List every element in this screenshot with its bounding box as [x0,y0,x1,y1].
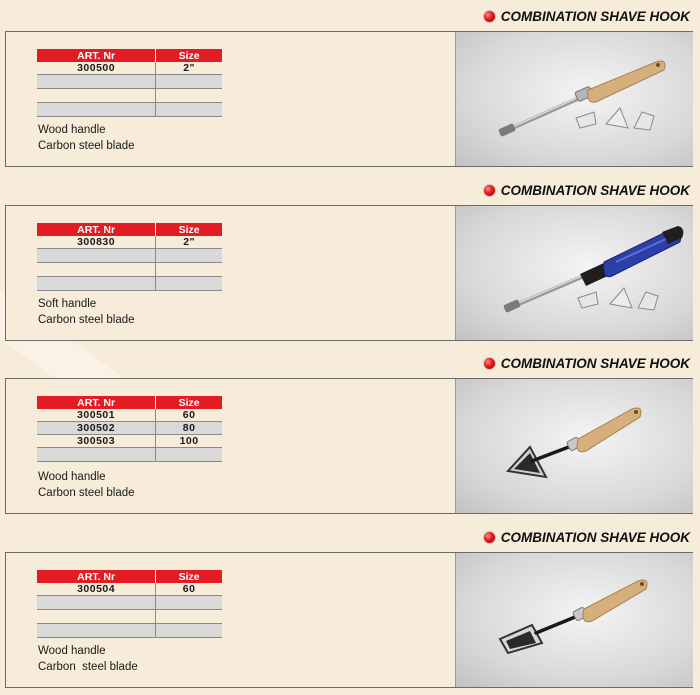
description-line-handle: Wood handle [38,471,106,483]
cell-size: 60 [156,409,222,422]
description-line-handle: Soft handle [38,298,97,310]
cell-size [156,103,222,117]
cell-art-nr [37,103,156,117]
cell-size [156,263,222,277]
header-size: Size [156,49,222,62]
product-panel [5,31,693,167]
description-line-blade: Carbon steel blade [38,487,135,499]
table-header-row [37,396,222,409]
header-art-nr: ART. Nr [37,223,156,236]
section-title-text: COMBINATION SHAVE HOOK [500,529,690,545]
description-line-blade: Carbon steel blade [38,314,135,326]
product-description [38,643,138,675]
cell-size [156,89,222,103]
cell-size: 2" [156,236,222,249]
cell-art-nr [37,596,156,610]
table-row [37,277,222,291]
header-size: Size [156,396,222,409]
table-row [37,89,222,103]
section-title-text: COMBINATION SHAVE HOOK [500,182,690,198]
table-row [37,624,222,638]
product-photo [455,553,693,687]
cell-art-nr: 300501 [37,409,156,422]
product-photo [455,206,693,340]
header-art-nr: ART. Nr [37,570,156,583]
section-title-text: COMBINATION SHAVE HOOK [500,355,690,371]
cell-size: 60 [156,583,222,596]
cell-size: 80 [156,422,222,435]
cell-art-nr [37,263,156,277]
table-row [37,596,222,610]
table-header-row [37,223,222,236]
section-title [484,353,690,373]
product-section-4 [0,521,700,695]
cell-size [156,277,222,291]
shave-hook-wood-handle-illustration [456,32,693,166]
product-description [38,469,135,501]
cell-art-nr [37,89,156,103]
section-title [484,6,690,26]
cell-art-nr: 300504 [37,583,156,596]
product-section-2 [0,174,700,348]
table-row [37,236,222,249]
scraper-shave-hook-illustration [456,553,693,687]
product-panel [5,378,693,514]
spec-table [37,49,222,117]
description-line-blade: Carbon steel blade [38,661,138,673]
table-row [37,75,222,89]
table-row [37,448,222,462]
table-header-row [37,570,222,583]
cell-art-nr [37,624,156,638]
cell-size: 100 [156,435,222,448]
product-description [38,296,135,328]
red-bullet-icon [484,358,495,369]
table-row [37,422,222,435]
table-row [37,103,222,117]
spec-table [37,223,222,291]
description-line-handle: Wood handle [38,645,106,657]
product-photo [455,379,693,513]
spec-table [37,570,222,638]
table-row [37,610,222,624]
cell-art-nr: 300500 [37,62,156,75]
product-description [38,122,135,154]
header-art-nr: ART. Nr [37,396,156,409]
cell-art-nr [37,75,156,89]
cell-size [156,448,222,462]
cell-art-nr [37,610,156,624]
section-title-text: COMBINATION SHAVE HOOK [500,8,690,24]
cell-size [156,75,222,89]
table-row [37,409,222,422]
product-panel [5,552,693,688]
red-bullet-icon [484,532,495,543]
product-section-3 [0,347,700,521]
header-art-nr: ART. Nr [37,49,156,62]
cell-art-nr: 300503 [37,435,156,448]
header-size: Size [156,223,222,236]
table-row [37,435,222,448]
description-line-handle: Wood handle [38,124,106,136]
red-bullet-icon [484,11,495,22]
product-photo [455,32,693,166]
table-row [37,263,222,277]
cell-size [156,624,222,638]
triangle-shave-hook-illustration [456,379,693,513]
header-size: Size [156,570,222,583]
cell-art-nr [37,448,156,462]
spec-table [37,396,222,462]
cell-size [156,596,222,610]
cell-art-nr: 300830 [37,236,156,249]
cell-art-nr [37,249,156,263]
cell-art-nr: 300502 [37,422,156,435]
description-line-blade: Carbon steel blade [38,140,135,152]
table-header-row [37,49,222,62]
cell-size [156,610,222,624]
red-bullet-icon [484,185,495,196]
cell-art-nr [37,277,156,291]
shave-hook-soft-handle-illustration [456,206,693,340]
product-section-1 [0,0,700,174]
cell-size [156,249,222,263]
table-row [37,583,222,596]
product-panel [5,205,693,341]
section-title [484,180,690,200]
cell-size: 2" [156,62,222,75]
table-row [37,62,222,75]
section-title [484,527,690,547]
table-row [37,249,222,263]
